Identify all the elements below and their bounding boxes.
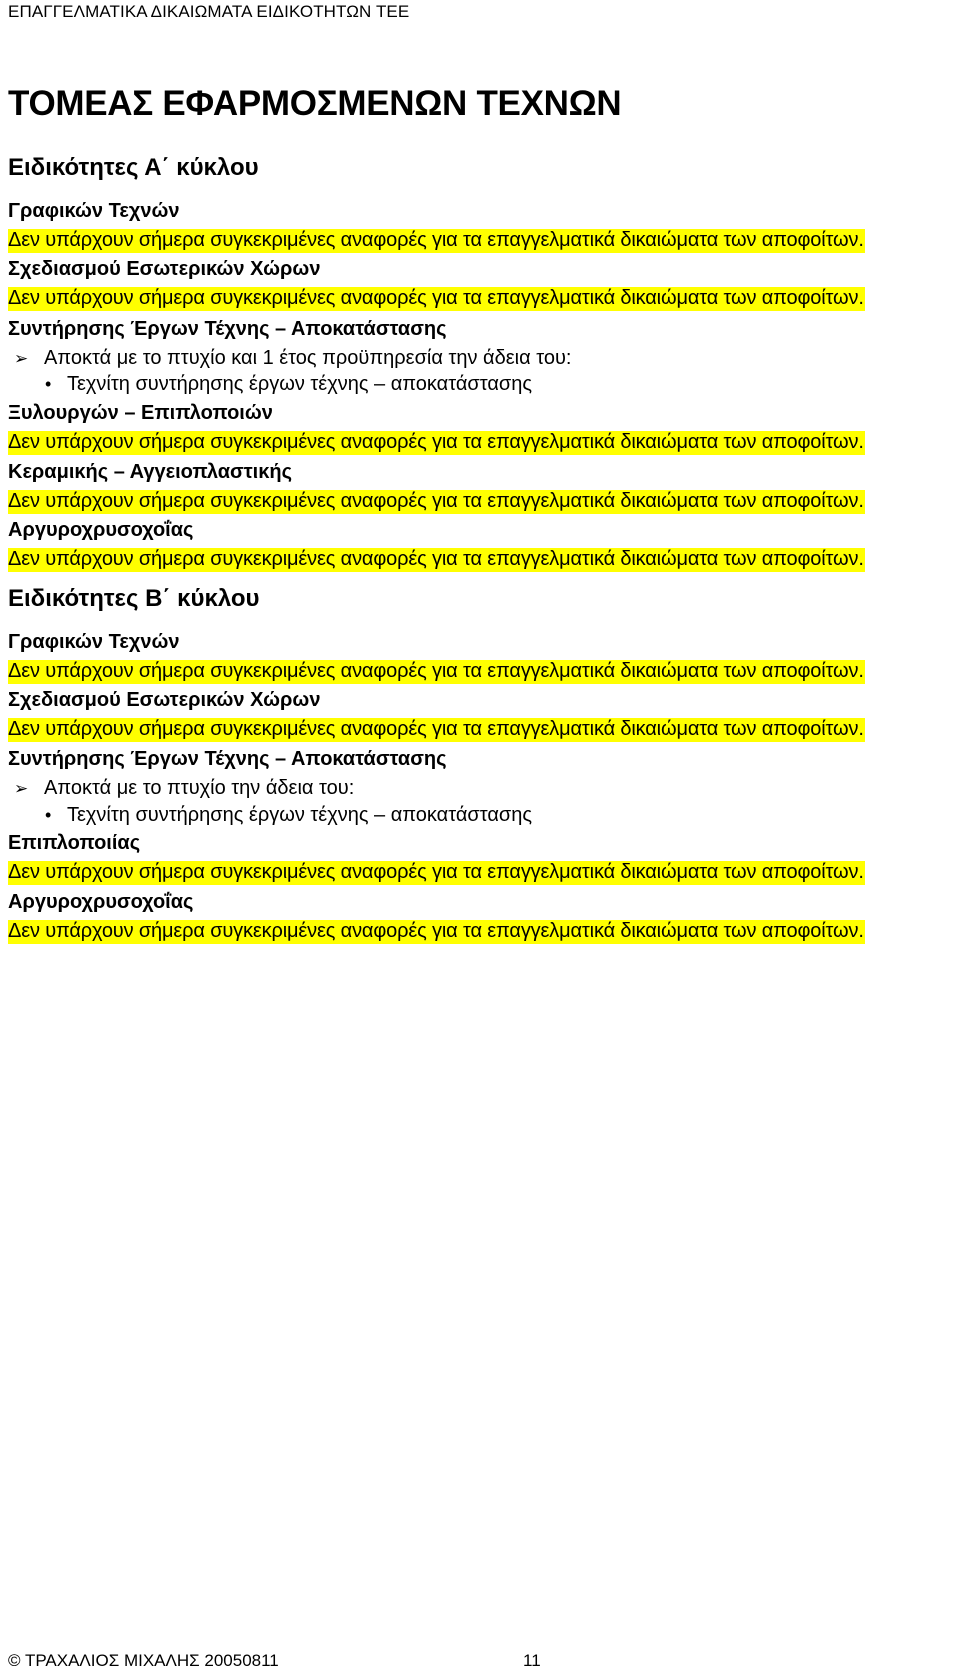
specialty-title: Συντήρησης Έργων Τέχνης – Αποκατάστασης [8,318,447,340]
specialty-title: Επιπλοποιίας [8,832,141,854]
arrow-list-item [14,777,354,800]
bullet-list-item [45,804,532,827]
highlighted-note: Δεν υπάρχουν σήμερα συγκεκριμένες αναφορές για τα επαγγελματικά δικαιώματα των αποφοίτων. [8,229,864,251]
dot-bullet-icon: • [45,805,52,825]
specialty-title: Αργυροχρυσοχοΐας [8,891,194,913]
highlighted-note: Δεν υπάρχουν σήμερα συγκεκριμένες αναφορές για τα επαγγελματικά δικαιώματα των αποφοίτων. [8,718,864,740]
arrow-item-text: Αποκτά με το πτυχίο και 1 έτος προϋπηρεσία την άδεια του: [44,347,572,369]
page-title: ΤΟΜΕΑΣ ΕΦΑΡΜΟΣΜΕΝΩΝ ΤΕΧΝΩΝ [8,84,622,123]
bullet-item-text: Τεχνίτη συντήρησης έργων τέχνης – αποκατάστασης [67,804,533,826]
highlighted-note: Δεν υπάρχουν σήμερα συγκεκριμένες αναφορές για τα επαγγελματικά δικαιώματα των αποφοίτων. [8,548,864,570]
arrow-item-text: Αποκτά με το πτυχίο την άδεια του: [44,777,355,799]
highlighted-note: Δεν υπάρχουν σήμερα συγκεκριμένες αναφορές για τα επαγγελματικά δικαιώματα των αποφοίτων. [8,490,864,512]
specialty-title: Σχεδιασμού Εσωτερικών Χώρων [8,258,321,280]
cycle-a-heading: Ειδικότητες Α΄ κύκλου [8,154,259,181]
highlighted-note: Δεν υπάρχουν σήμερα συγκεκριμένες αναφορές για τα επαγγελματικά δικαιώματα των αποφοίτων. [8,287,864,309]
specialty-title: Συντήρησης Έργων Τέχνης – Αποκατάστασης [8,748,447,770]
arrow-list-item [14,347,571,370]
footer-copyright: © ΤΡΑΧΑΛΙΟΣ ΜΙΧΑΛΗΣ 20050811 [8,1651,279,1670]
bullet-list-item [45,373,532,396]
specialty-title: Γραφικών Τεχνών [8,200,180,222]
page-number: 11 [523,1651,541,1670]
specialty-title: Γραφικών Τεχνών [8,631,180,653]
highlighted-note: Δεν υπάρχουν σήμερα συγκεκριμένες αναφορές για τα επαγγελματικά δικαιώματα των αποφοίτων. [8,861,864,883]
highlighted-note: Δεν υπάρχουν σήμερα συγκεκριμένες αναφορές για τα επαγγελματικά δικαιώματα των αποφοίτων. [8,660,864,682]
bullet-item-text: Τεχνίτη συντήρησης έργων τέχνης – αποκατάστασης [67,373,533,395]
highlighted-note: Δεν υπάρχουν σήμερα συγκεκριμένες αναφορές για τα επαγγελματικά δικαιώματα των αποφοίτων. [8,920,864,942]
dot-bullet-icon: • [45,374,52,394]
running-header: ΕΠΑΓΓΕΛΜΑΤΙΚΑ ΔΙΚΑΙΩΜΑΤΑ ΕΙΔΙΚΟΤΗΤΩΝ ΤΕΕ [8,2,410,21]
specialty-title: Ξυλουργών – Επιπλοποιών [8,402,273,424]
specialty-title: Σχεδιασμού Εσωτερικών Χώρων [8,689,321,711]
specialty-title: Αργυροχρυσοχοΐας [8,519,194,541]
highlighted-note: Δεν υπάρχουν σήμερα συγκεκριμένες αναφορές για τα επαγγελματικά δικαιώματα των αποφοίτων. [8,431,864,453]
arrow-bullet-icon: ➢ [14,349,29,368]
cycle-b-heading: Ειδικότητες Β΄ κύκλου [8,585,260,612]
specialty-title: Κεραμικής – Αγγειοπλαστικής [8,461,292,483]
arrow-bullet-icon: ➢ [14,779,29,798]
